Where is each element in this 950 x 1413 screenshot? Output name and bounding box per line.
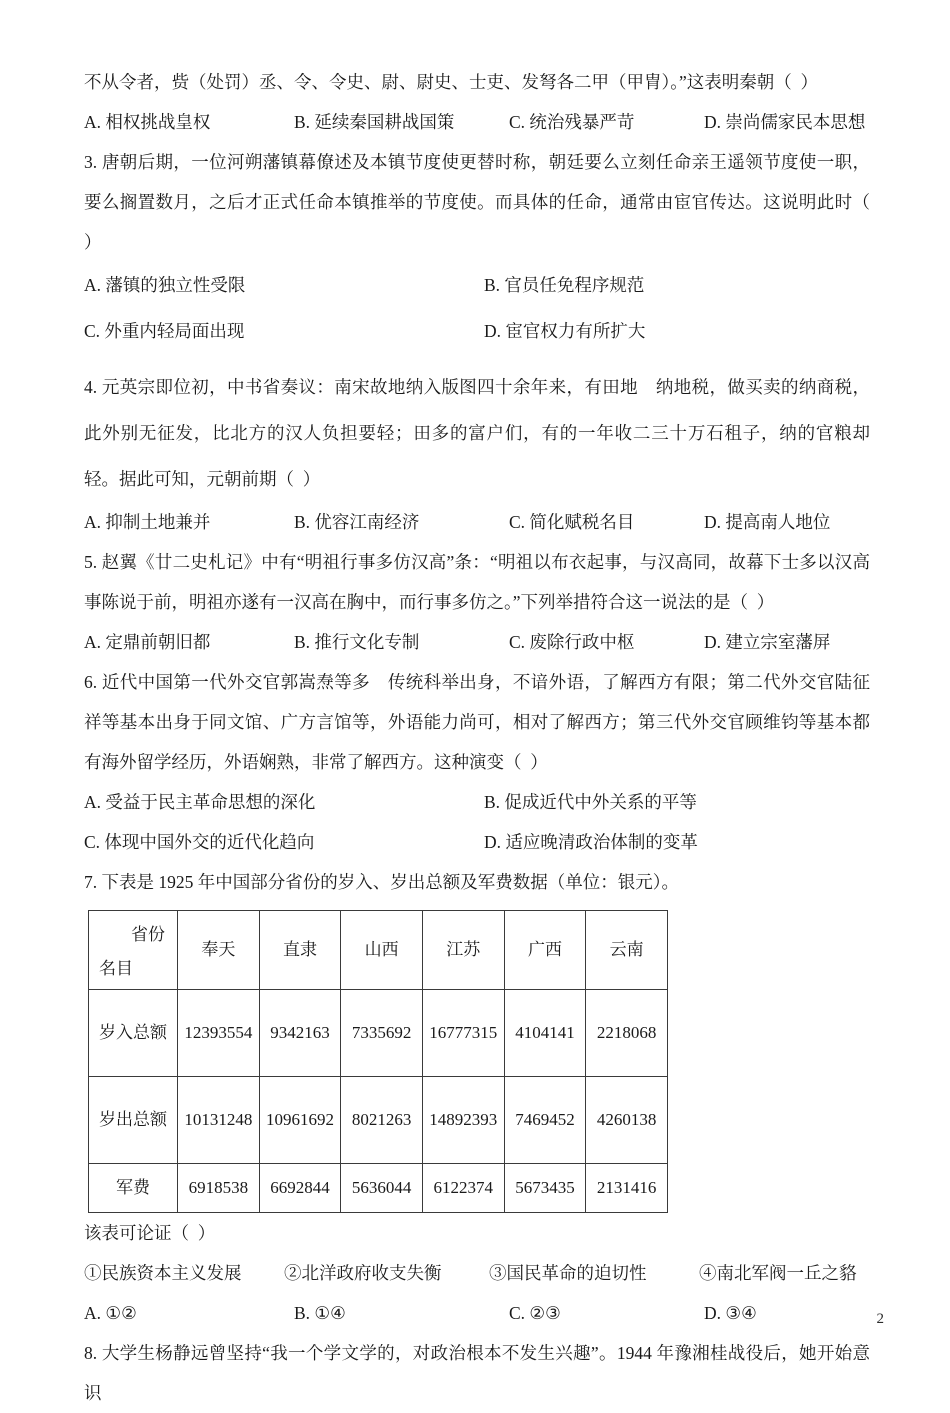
table-cell: 8021263 [341,1077,423,1164]
question-4-option-b[interactable]: B. 优容江南经济 [294,512,420,532]
table-cell: 10131248 [178,1077,260,1164]
question-6-option-a[interactable]: A. 受益于民主革命思想的深化 [84,792,316,812]
finance-table [88,910,668,1213]
question-7-option-c[interactable]: C. ②③ [509,1303,561,1323]
table-cell: 4104141 [504,990,586,1077]
question-8-stem: 8. 大学生杨静远曾坚持“我一个学文学的，对政治根本不发生兴趣”。1944 年豫湘桂战役后，她开始意识 [84,1343,870,1403]
table-cell: 5636044 [341,1164,423,1213]
question-3-option-b[interactable]: B. 官员任免程序规范 [484,275,645,295]
table-cell: 7335692 [341,990,423,1077]
question-7-prompt: 该表可论证（ ） [84,1223,216,1243]
question-6-options-row-2 [84,822,870,862]
question-5-option-c[interactable]: C. 废除行政中枢 [509,632,635,652]
question-2-option-c[interactable]: C. 统治残暴严苛 [509,112,635,132]
question-7-statement-4: ④南北军阀一丘之貉 [699,1263,857,1283]
table-cell: 4260138 [586,1077,668,1164]
table-row [89,1077,668,1164]
question-4-option-d[interactable]: D. 提高南人地位 [704,512,831,532]
table-col-header: 江苏 [422,911,504,990]
table-cell: 14892393 [422,1077,504,1164]
question-7-option-b[interactable]: B. ①④ [294,1303,346,1323]
table-row [89,990,668,1077]
spacer [84,354,870,364]
table-corner-top-label: 省份 [131,925,165,944]
question-6-stem: 6. 近代中国第一代外交官郭嵩焘等多 传统科举出身，不谙外语，了解西方有限；第二代外交官陆征祥等基本出身于同文馆、广方言馆等，外语能力尚可，相对了解西方；第三代外交官顾维钧等基本都有海外留学经历，外语娴熟，非常了解西方。这种演变（ ） [84,672,870,772]
question-7-statement-3: ③国民革命的迫切性 [489,1263,647,1283]
question-2-option-a[interactable]: A. 相权挑战皇权 [84,112,211,132]
table-cell: 16777315 [422,990,504,1077]
table-row-label: 军费 [89,1164,178,1213]
table-cell: 6918538 [178,1164,260,1213]
question-4-options [84,502,870,542]
table-col-header: 奉天 [178,911,260,990]
question-2-option-b[interactable]: B. 延续秦国耕战国策 [294,112,455,132]
question-3-stem: 3. 唐朝后期，一位河朔藩镇幕僚述及本镇节度使更替时称，朝廷要么立刻任命亲王遥领节度使一职，要么搁置数月，之后才正式任命本镇推举的节度使。而具体的任命，通常由宦官传达。这说明此时（ ） [84,152,879,252]
question-4-stem: 4. 元英宗即位初，中书省奏议：南宋故地纳入版图四十余年来，有田地 纳地税，做买卖的纳商税，此外别无征发，比北方的汉人负担要轻；田多的富户们，有的一年收二三十万石租子，纳的官粮却轻。据此可知，元朝前期（ ） [84,377,870,489]
question-7-statements [84,1253,870,1293]
question-7-option-a[interactable]: A. ①② [84,1303,137,1323]
question-5-option-a[interactable]: A. 定鼎前朝旧都 [84,632,211,652]
question-3-options-row-1 [84,262,870,308]
table-cell: 2218068 [586,990,668,1077]
question-7-statement-1: ①民族资本主义发展 [84,1263,242,1283]
question-6-option-d[interactable]: D. 适应晚清政治体制的变革 [484,832,698,852]
table-cell: 6122374 [422,1164,504,1213]
finance-table-wrapper [88,910,870,1213]
question-2-options [84,102,870,142]
table-corner-cell [89,911,178,990]
table-row-label: 岁入总额 [89,990,178,1077]
table-col-header: 直隶 [259,911,341,990]
question-3-option-c[interactable]: C. 外重内轻局面出现 [84,321,245,341]
table-row [89,1164,668,1213]
question-6-option-c[interactable]: C. 体现中国外交的近代化趋向 [84,832,315,852]
table-header-row [89,911,668,990]
page-number: 2 [876,1311,884,1327]
question-2-option-d[interactable]: D. 崇尚儒家民本思想 [704,112,866,132]
table-cell: 10961692 [259,1077,341,1164]
question-6-option-b[interactable]: B. 促成近代中外关系的平等 [484,792,697,812]
question-7-stem: 7. 下表是 1925 年中国部分省份的岁入、岁出总额及军费数据（单位：银元）。 [84,872,679,892]
table-cell: 6692844 [259,1164,341,1213]
table-cell: 5673435 [504,1164,586,1213]
table-row-label: 岁出总额 [89,1077,178,1164]
table-cell: 7469452 [504,1077,586,1164]
question-4-option-c[interactable]: C. 简化赋税名目 [509,512,635,532]
question-5-options [84,622,870,662]
question-3-option-a[interactable]: A. 藩镇的独立性受限 [84,275,246,295]
table-col-header: 山西 [341,911,423,990]
question-3-options-row-2 [84,308,870,354]
table-col-header: 云南 [586,911,668,990]
question-7-options [84,1293,870,1333]
question-4-option-a[interactable]: A. 抑制土地兼并 [84,512,211,532]
question-7-option-d[interactable]: D. ③④ [704,1303,757,1323]
question-2-stem: 不从令者，赀（处罚）丞、令、令史、尉、尉史、士吏、发弩各二甲（甲胄）。”这表明秦朝（ ） [84,72,819,92]
table-cell: 12393554 [178,990,260,1077]
table-cell: 2131416 [586,1164,668,1213]
question-6-options-row-1 [84,782,870,822]
table-corner-bottom-label: 名目 [99,959,133,978]
table-cell: 9342163 [259,990,341,1077]
table-col-header: 广西 [504,911,586,990]
question-7-statement-2: ②北洋政府收支失衡 [284,1263,442,1283]
question-3-option-d[interactable]: D. 宦官权力有所扩大 [484,321,646,341]
question-5-option-d[interactable]: D. 建立宗室藩屏 [704,632,831,652]
question-5-option-b[interactable]: B. 推行文化专制 [294,632,420,652]
question-5-stem: 5. 赵翼《廿二史札记》中有“明祖行事多仿汉高”条：“明祖以布衣起事，与汉高同，故幕下士多以汉高事陈说于前，明祖亦遂有一汉高在胸中，而行事多仿之。”下列举措符合这一说法的是（ ） [84,552,870,612]
